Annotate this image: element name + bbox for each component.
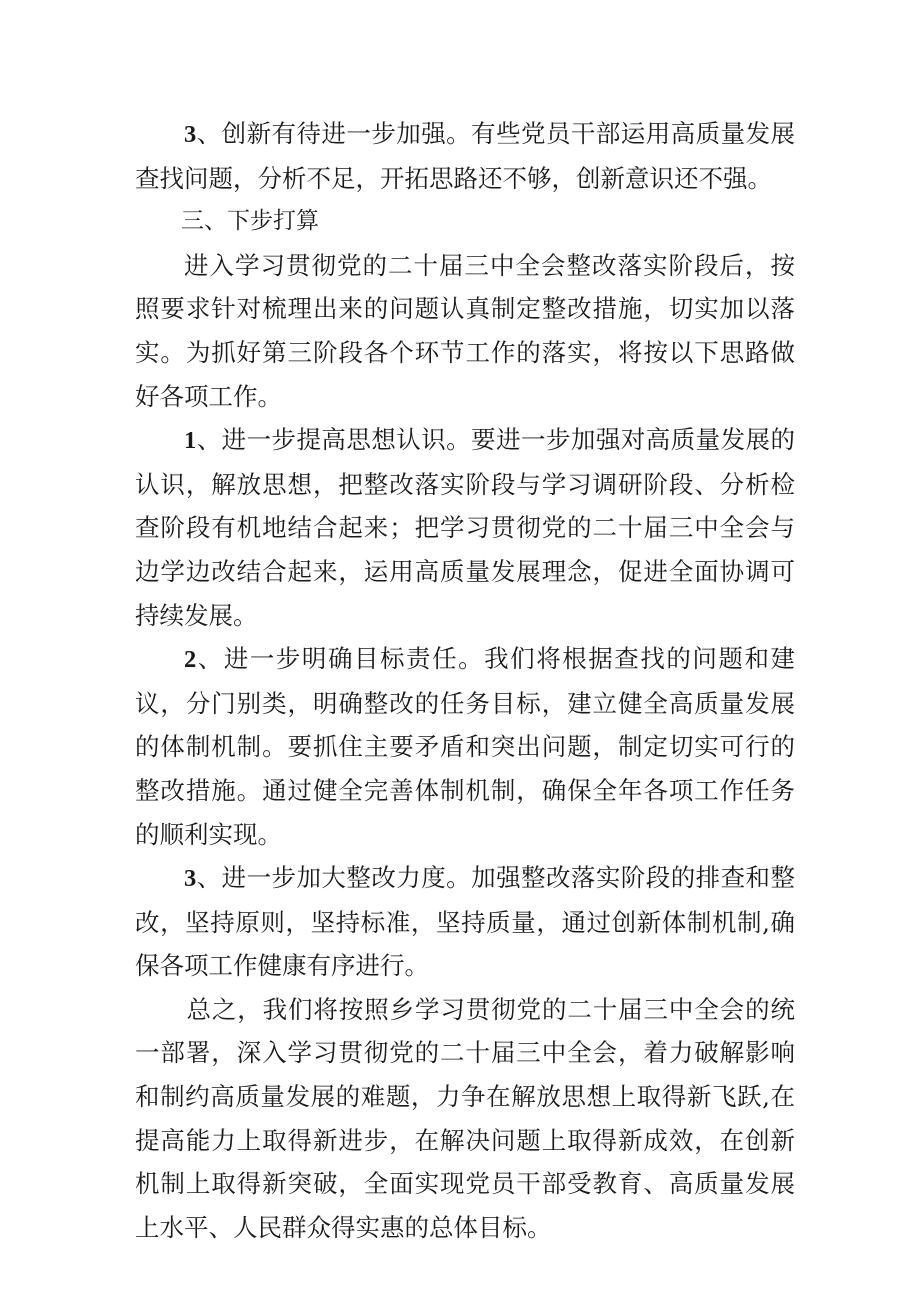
paragraph-plan-1 bbox=[135, 418, 795, 637]
paragraph-plan-2 bbox=[135, 637, 795, 856]
document-body bbox=[135, 112, 795, 1249]
paragraph-text: 、进一步提高思想认识。要进一步加强对高质量发展的认识，解放思想，把整改落实阶段与学习调研阶段、分析检查阶段有机地结合起来；把学习贯彻党的二十届三中全会与边学边改结合起来，运用高质量发展理念，促进全面协调可持续发展。 bbox=[135, 425, 795, 630]
item-number: 3 bbox=[184, 121, 197, 148]
paragraph-intro bbox=[135, 244, 795, 418]
paragraph-text: 、进一步明确目标责任。我们将根据查找的问题和建议，分门别类，明确整改的任务目标，建立健全高质量发展的体制机制。要抓住主要矛盾和突出问题，制定切实可行的整改措施。通过健全完善体制机制，确保全年各项工作任务的顺利实现。 bbox=[135, 644, 795, 849]
paragraph-text: 总之，我们将按照乡学习贯彻党的二十届三中全会的统一部署，深入学习贯彻党的二十届三中全会，着力破解影响和制约高质量发展的难题，力争在解放思想上取得新飞跃,在提高能力上取得新进步，在解决问题上取得新成效，在创新机制上取得新突破，全面实现党员干部受教育、高质量发展上水平、人民群众得实惠的总体目标。 bbox=[135, 994, 795, 1242]
paragraph-plan-3 bbox=[135, 856, 795, 988]
paragraph-conclusion bbox=[135, 988, 795, 1250]
paragraph-text: 进入学习贯彻党的二十届三中全会整改落实阶段后，按照要求针对梳理出来的问题认真制定整改措施，切实加以落实。为抓好第三阶段各个环节工作的落实，将按以下思路做好各项工作。 bbox=[135, 250, 795, 411]
item-number: 2 bbox=[184, 646, 197, 674]
section-heading-next-steps bbox=[135, 200, 795, 244]
paragraph-problem-3 bbox=[135, 112, 795, 200]
item-number: 1 bbox=[184, 427, 197, 455]
heading-text: 三、下步打算 bbox=[181, 208, 319, 235]
item-number: 3 bbox=[184, 865, 197, 893]
paragraph-text: 、进一步加大整改力度。加强整改落实阶段的排查和整改，坚持原则，坚持标准，坚持质量，通过创新体制机制,确保各项工作健康有序进行。 bbox=[135, 863, 795, 981]
paragraph-text: 、创新有待进一步加强。有些党员干部运用高质量发展查找问题，分析不足，开拓思路还不够，创新意识还不强。 bbox=[135, 119, 795, 193]
